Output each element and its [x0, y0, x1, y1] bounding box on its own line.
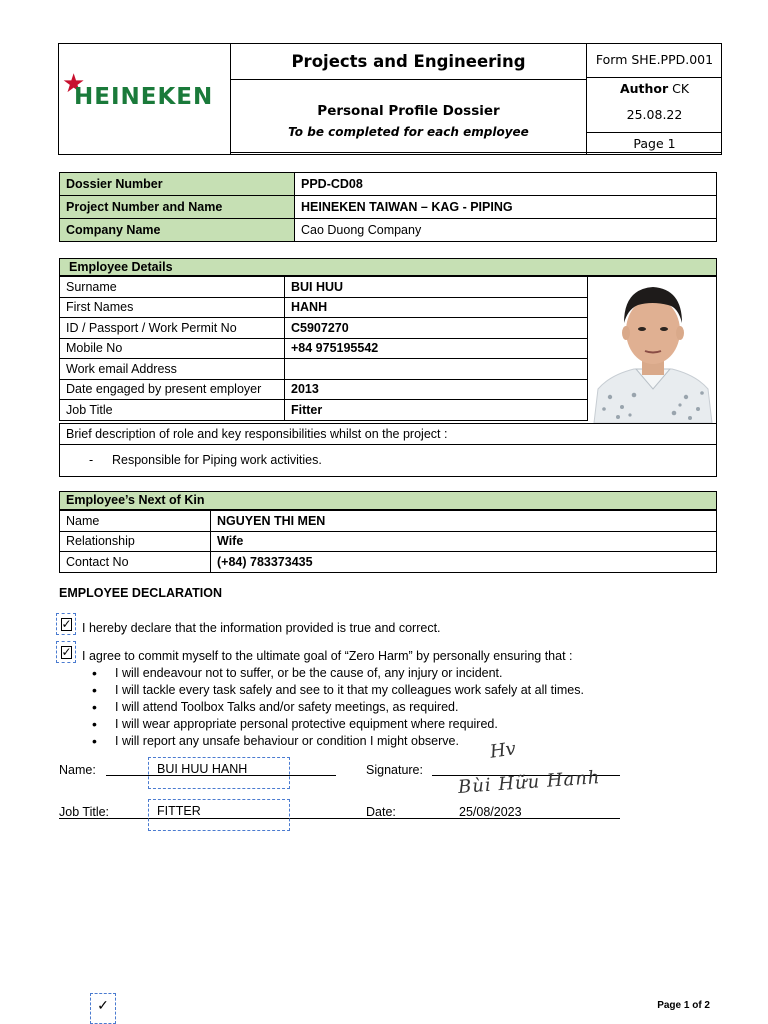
job-title-label: Job Title [60, 400, 285, 421]
employee-photo [590, 277, 716, 423]
name-value: BUI HUU HANH [157, 762, 248, 776]
header-divider [586, 77, 722, 78]
list-item: • I will endeavour not to suffer, or be the cause of, any injury or incident. [92, 665, 584, 682]
table-row [60, 297, 588, 318]
email-value [285, 359, 588, 380]
next-of-kin-title: Employee’s Next of Kin [59, 491, 717, 510]
declaration-text-2: I agree to commit myself to the ultimate goal of “Zero Harm” by personally ensuring that : [82, 649, 573, 663]
project-label: Project Number and Name [60, 196, 295, 219]
table-row [60, 277, 588, 298]
document-title: Personal Profile Dossier [317, 103, 500, 119]
role-description-box [59, 444, 717, 477]
table-row [60, 173, 717, 196]
role-dash: - [89, 453, 94, 467]
list-item: • I will wear appropriate personal protective equipment where required. [92, 716, 584, 733]
employee-details-title: Employee Details [59, 258, 717, 276]
mobile-label: Mobile No [60, 338, 285, 359]
date-engaged-value: 2013 [285, 379, 588, 400]
next-of-kin-table [59, 510, 717, 573]
contact-label: Contact No [60, 552, 211, 573]
logo-text: HEINEKEN [74, 84, 214, 110]
relationship-label: Relationship [60, 531, 211, 552]
table-row [60, 511, 717, 532]
header-divider [230, 43, 231, 155]
id-value: C5907270 [285, 318, 588, 339]
declaration-title: EMPLOYEE DECLARATION [59, 586, 222, 600]
table-row [60, 196, 717, 219]
document-subtitle: To be completed for each employee [288, 125, 529, 139]
signature-handwriting: Bùi Hữu Hanh [457, 767, 602, 798]
mobile-value: +84 975195542 [285, 338, 588, 359]
signature-initials: Hv [488, 738, 518, 763]
table-row [60, 338, 588, 359]
table-row [60, 359, 588, 380]
surname-label: Surname [60, 277, 285, 298]
name-label: Name: [59, 763, 96, 777]
star-icon: ★ [62, 68, 86, 98]
kin-name-value: NGUYEN THI MEN [211, 511, 717, 532]
dossier-number-label: Dossier Number [60, 173, 295, 196]
table-row [60, 552, 717, 573]
id-label: ID / Passport / Work Permit No [60, 318, 285, 339]
date-label: Date: [366, 805, 396, 819]
kin-name-label: Name [60, 511, 211, 532]
dossier-number-value: PPD-CD08 [295, 173, 717, 196]
signature-label: Signature: [366, 763, 423, 777]
author-label: Author [619, 81, 669, 96]
checkmark-icon: ✓ [61, 645, 72, 659]
author-value: CK [672, 81, 690, 96]
employee-table [59, 276, 588, 421]
form-code: Form SHE.PPD.001 [595, 52, 714, 67]
list-item: • I will attend Toolbox Talks and/or safety meetings, as required. [92, 699, 584, 716]
footer-page-number: Page 1 of 2 [657, 1000, 710, 1011]
company-label: Company Name [60, 219, 295, 242]
project-value: HEINEKEN TAIWAN – KAG - PIPING [295, 196, 717, 219]
header-date: 25.08.22 [626, 107, 683, 122]
table-row [60, 400, 588, 421]
date-value: 25/08/2023 [459, 805, 522, 819]
heineken-logo [62, 70, 227, 120]
company-value: Cao Duong Company [295, 219, 717, 242]
table-row [60, 318, 588, 339]
checkmark-icon: ✓ [61, 617, 72, 631]
email-label: Work email Address [60, 359, 285, 380]
declaration-text-1: I hereby declare that the information provided is true and correct. [82, 621, 441, 635]
declaration-checkbox-1[interactable] [56, 613, 76, 635]
dossier-table [59, 172, 717, 242]
header-page: Page 1 [633, 136, 676, 151]
role-description-label: Brief description of role and key responsibilities whilst on the project : [59, 423, 717, 445]
header-divider [230, 152, 722, 153]
first-names-value: HANH [285, 297, 588, 318]
first-names-label: First Names [60, 297, 285, 318]
contact-value: (+84) 783373435 [211, 552, 717, 573]
header-divider [586, 132, 722, 133]
job-date-underline [59, 818, 620, 819]
table-row [60, 531, 717, 552]
role-item: Responsible for Piping work activities. [112, 453, 322, 467]
checkmark-icon: ✓ [97, 997, 109, 1013]
header-divider [230, 79, 586, 80]
table-row [60, 379, 588, 400]
declaration-checkbox-2[interactable] [56, 641, 76, 663]
list-item: • I will tackle every task safely and see to it that my colleagues work safely at all times. [92, 682, 584, 699]
job-title-value: Fitter [285, 400, 588, 421]
header-title: Projects and Engineering [291, 52, 526, 71]
job-title-label-sign: Job Title: [59, 805, 110, 819]
commitment-list [92, 665, 584, 750]
bottom-checkbox[interactable] [90, 993, 116, 1024]
job-title-value-sign: FITTER [157, 804, 201, 818]
surname-value: BUI HUU [285, 277, 588, 298]
table-row [60, 219, 717, 242]
date-engaged-label: Date engaged by present employer [60, 379, 285, 400]
list-item: • I will report any unsafe behaviour or condition I might observe. [92, 733, 584, 750]
author-line [587, 81, 722, 96]
relationship-value: Wife [211, 531, 717, 552]
